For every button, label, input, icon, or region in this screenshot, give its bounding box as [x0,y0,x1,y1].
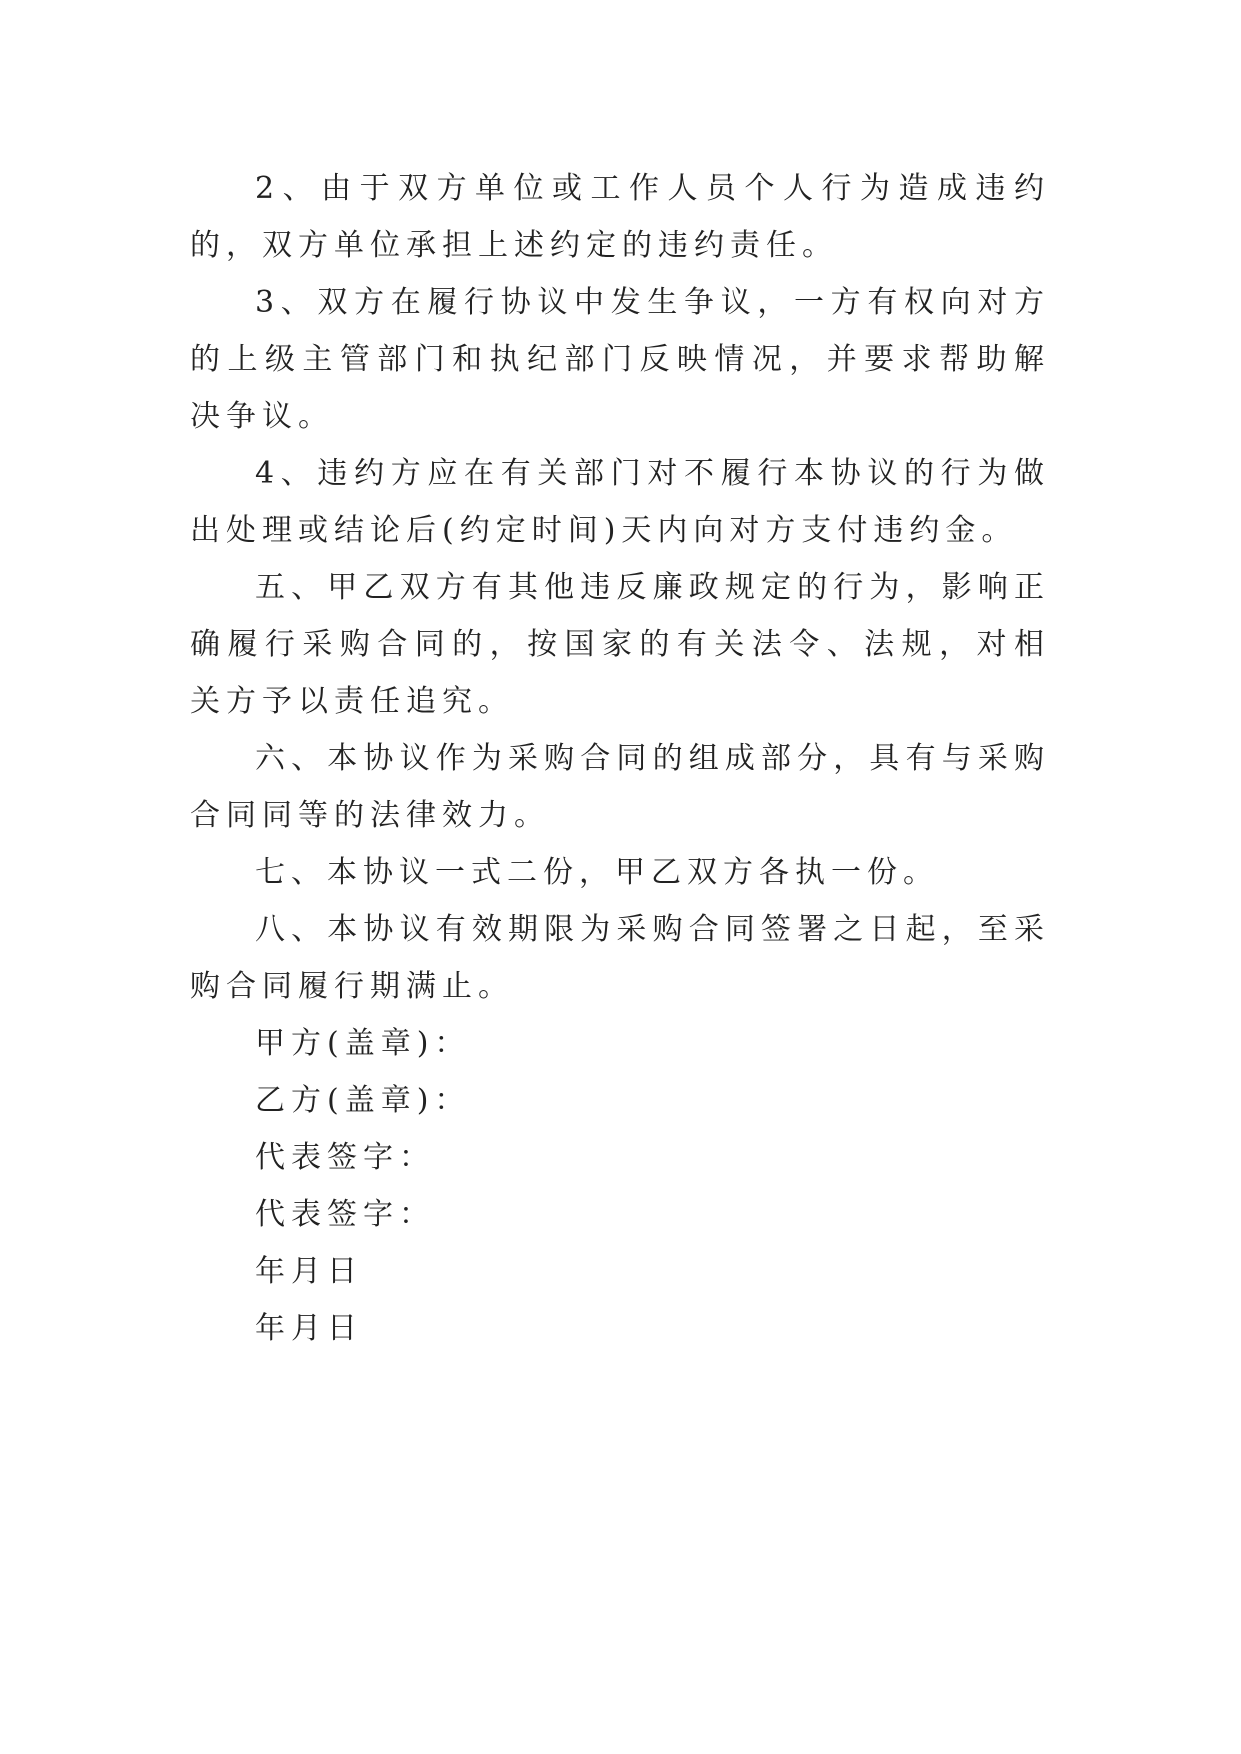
clause-8-validity: 八、本协议有效期限为采购合同签署之日起，至采购合同履行期满止。 [190,912,1050,1004]
document-body [190,160,1050,1357]
clause-6-legal-effect: 六、本协议作为采购合同的组成部分，具有与采购合同同等的法律效力。 [190,741,1050,833]
representative-signature-a: 代表签字： [255,1140,435,1175]
party-a-seal: 甲方(盖章)： [255,1026,471,1061]
date-a: 年月日 [255,1254,363,1289]
representative-signature-b: 代表签字： [255,1197,435,1232]
clause-2-liability: 2、由于双方单位或工作人员个人行为造成违约的，双方单位承担上述约定的违约责任。 [190,171,1050,263]
clause-7-copies: 七、本协议一式二份，甲乙双方各执一份。 [255,855,939,890]
clause-4-penalty: 4、违约方应在有关部门对不履行本协议的行为做出处理或结论后(约定时间)天内向对方支付违约金。 [190,456,1050,548]
clause-3-dispute: 3、双方在履行协议中发生争议，一方有权向对方的上级主管部门和执纪部门反映情况，并要求帮助解决争议。 [190,285,1050,434]
date-b: 年月日 [255,1311,363,1346]
clause-5-accountability: 五、甲乙双方有其他违反廉政规定的行为，影响正确履行采购合同的，按国家的有关法令、法规，对相关方予以责任追究。 [190,570,1050,719]
party-b-seal: 乙方(盖章)： [255,1083,471,1118]
